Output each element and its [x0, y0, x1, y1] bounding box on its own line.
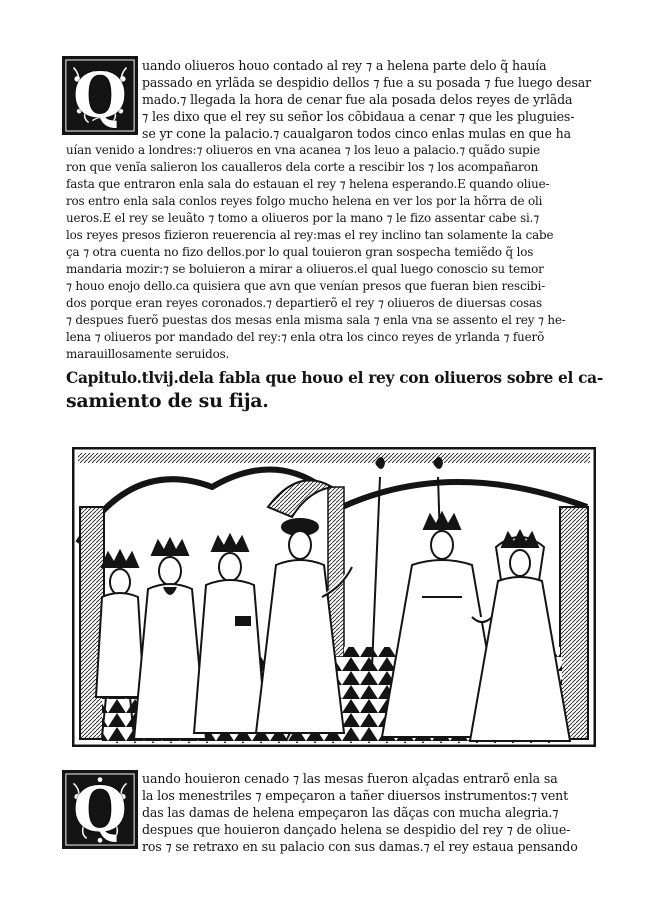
- chapter-heading-continued: samiento de su fija.: [66, 390, 269, 412]
- text-line: se yr cone la palacio.⁊ caualgaron todos cinco enlas mulas en que ha: [142, 126, 571, 141]
- text-line: ros ⁊ se retraxo en su palacio con sus damas.⁊ el rey estaua pensando: [142, 839, 578, 854]
- text-line: ça ⁊ otra cuenta no fizo dellos.por lo qual touieron gran sospecha temiẽdo q̃ los: [66, 245, 534, 259]
- text-line: uando oliueros houo contado al rey ⁊ a helena parte delo q̃ hauía: [142, 58, 547, 73]
- initial-letter: Q: [72, 772, 127, 846]
- woodcut-illustration: [72, 447, 596, 747]
- text-line: marauillosamente seruidos.: [66, 347, 230, 361]
- text-line: mado.⁊ llegada la hora de cenar fue ala posada delos reyes de yrlãda: [142, 92, 573, 107]
- text-line: dos porque eran reyes coronados.⁊ departierõ el rey ⁊ oliueros de diuersas cosas: [66, 296, 542, 310]
- chapter-heading: Capitulo.tlvij.dela fabla que houo el rey con oliueros sobre el ca-: [66, 369, 603, 387]
- text-line: das las damas de helena empeçaron las dãças con mucha alegria.⁊: [142, 805, 559, 820]
- text-line: los reyes presos fizieron reuerencia al rey:mas el rey inclino tan solamente la cabe: [66, 228, 554, 242]
- text-line: ron que venĩa salieron los caualleros dela corte a rescibir los ⁊ los acompañaron: [66, 160, 539, 174]
- text-line: despues que houieron dançado helena se despidio del rey ⁊ de oliue-: [142, 822, 571, 837]
- text-line: uando houieron cenado ⁊ las mesas fueron alçadas entrarõ enla sa: [142, 771, 558, 786]
- text-line: mandaria mozir:⁊ se boluieron a mirar a oliueros.el qual luego conoscio su temor: [66, 262, 544, 276]
- text-line: ⁊ despues fuerõ puestas dos mesas enla misma sala ⁊ enla vna se assento el rey ⁊ he-: [66, 313, 566, 327]
- text-line: ueros.E el rey se leuãto ⁊ tomo a oliueros por la mano ⁊ le fizo assentar cabe si.⁊: [66, 211, 540, 225]
- text-line: ⁊ houo enojo dello.ca quisiera que avn que venían presos que fueran bien rescibi-: [66, 279, 546, 293]
- initial-letter: Q: [72, 58, 127, 132]
- text-line: uían venido a londres:⁊ oliueros en vna acanea ⁊ los leuo a palacio.⁊ quãdo supie: [66, 143, 540, 157]
- text-line: ros entro enla sala conlos reyes folgo mucho helena en ver los por la hõrra de oli: [66, 194, 543, 208]
- decorated-initial: [62, 770, 138, 849]
- woodcut-court-scene-icon: [72, 447, 596, 747]
- decorated-initial: [62, 56, 138, 135]
- text-line: passado en yrlãda se despidio dellos ⁊ fue a su posada ⁊ fue luego desar: [142, 75, 591, 90]
- text-line: ⁊ les dixo que el rey su señor los cõbidaua a cenar ⁊ que les pluguies-: [142, 109, 575, 124]
- text-line: la los menestriles ⁊ empeçaron a tañer diuersos instrumentos:⁊ vent: [142, 788, 568, 803]
- text-line: fasta que entraron enla sala do estauan el rey ⁊ helena esperando.E quando oliue-: [66, 177, 550, 191]
- text-line: lena ⁊ oliueros por mandado del rey:⁊ enla otra los cinco reyes de yrlanda ⁊ fuerõ: [66, 330, 545, 344]
